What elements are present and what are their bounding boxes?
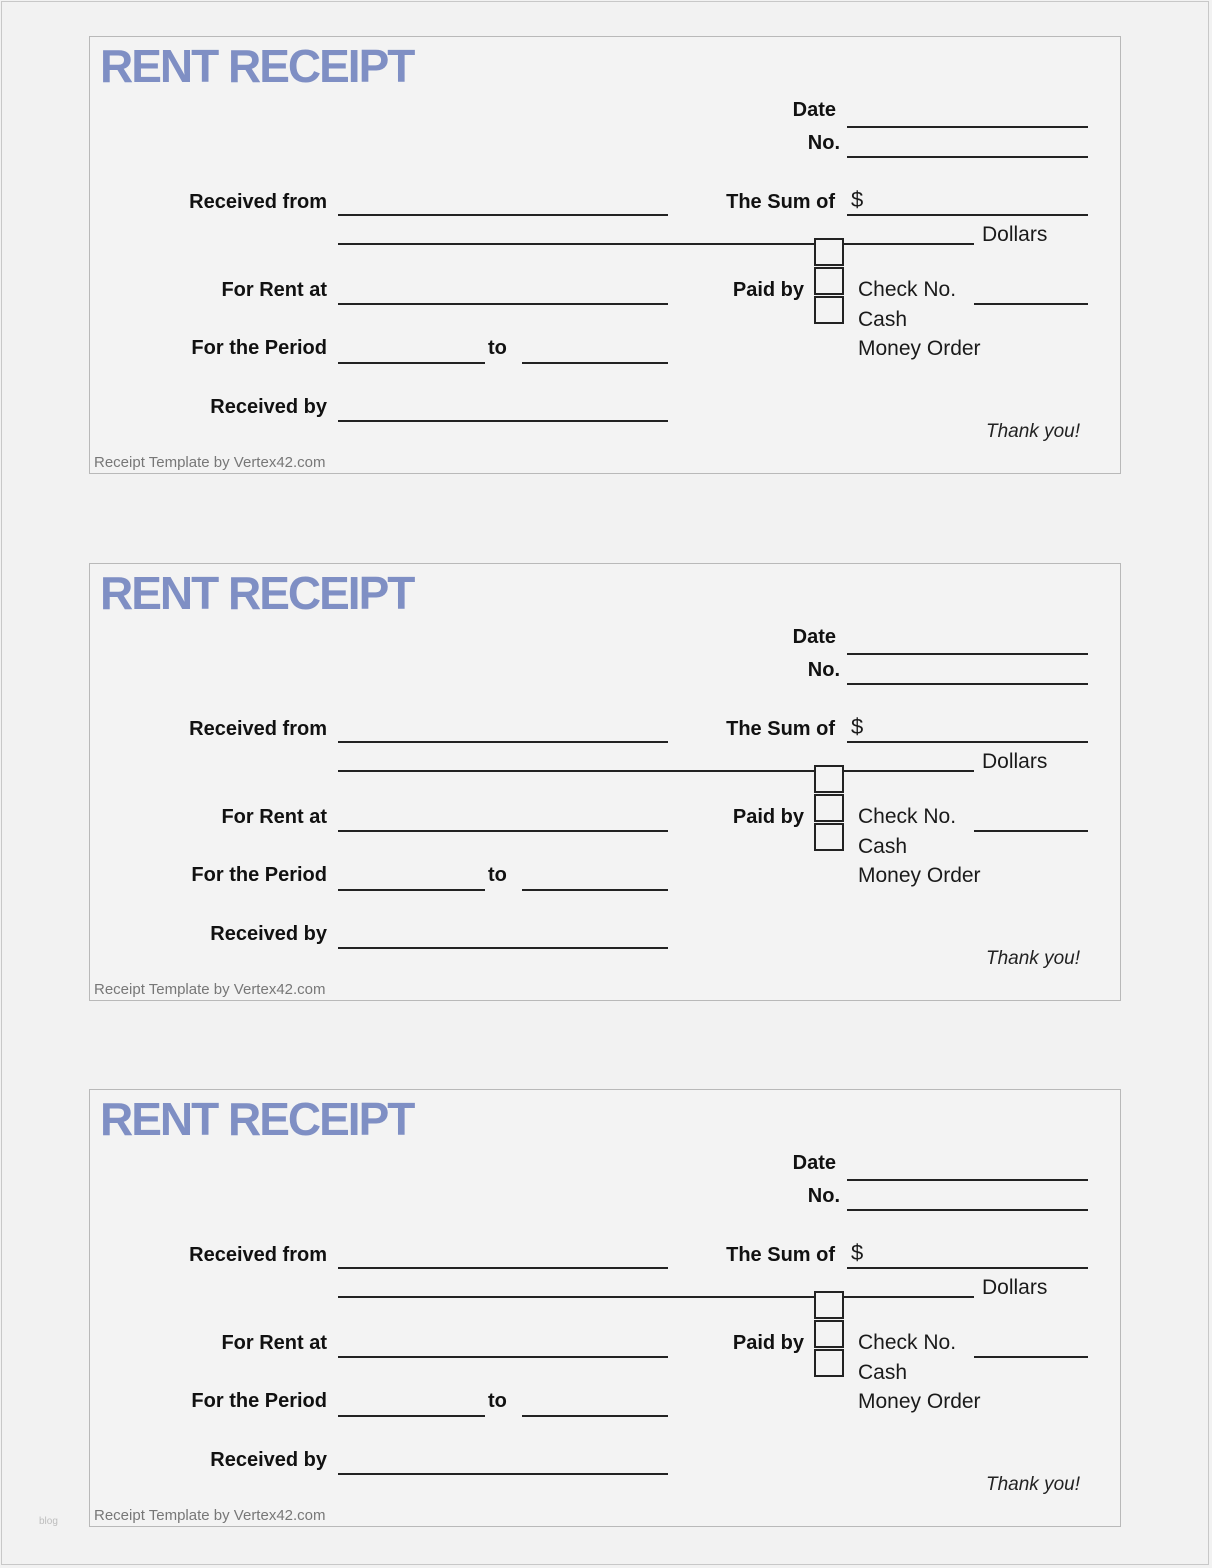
check-checkbox[interactable] [814, 238, 844, 266]
dollars-label: Dollars [982, 1276, 1048, 1299]
check-option-label: Check No. [858, 1331, 957, 1354]
rent-address-field[interactable] [338, 303, 668, 305]
for-rent-at-label: For Rent at [221, 806, 327, 828]
money-order-option-label: Money Order [858, 864, 981, 887]
date-label: Date [792, 626, 836, 648]
template-credit: Receipt Template by Vertex42.com [94, 1507, 326, 1524]
to-label: to [488, 1390, 507, 1412]
receipt-number-field[interactable] [847, 1209, 1088, 1211]
check-option-label: Check No. [858, 278, 957, 301]
sum-field[interactable] [847, 214, 1088, 216]
check-option-label: Check No. [858, 805, 957, 828]
received-from-field[interactable] [338, 214, 668, 216]
period-end-field[interactable] [522, 362, 668, 364]
received-by-field[interactable] [338, 1473, 668, 1475]
paid-by-label: Paid by [732, 279, 804, 301]
receipt-number-field[interactable] [847, 683, 1088, 685]
money-order-checkbox[interactable] [814, 1349, 844, 1377]
template-credit: Receipt Template by Vertex42.com [94, 454, 326, 471]
rent-receipt-3 [89, 1089, 1121, 1527]
received-by-field[interactable] [338, 947, 668, 949]
for-rent-at-label: For Rent at [221, 1332, 327, 1354]
money-order-option-label: Money Order [858, 337, 981, 360]
amount-in-words-field[interactable] [338, 770, 974, 772]
dollars-label: Dollars [982, 750, 1048, 773]
amount-in-words-field[interactable] [338, 243, 974, 245]
for-rent-at-label: For Rent at [221, 279, 327, 301]
receipt-title: RENT RECEIPT [100, 40, 414, 92]
received-by-label: Received by [210, 396, 327, 418]
period-label: For the Period [191, 1390, 327, 1412]
thank-you-text: Thank you! [986, 948, 1080, 969]
sum-field[interactable] [847, 1267, 1088, 1269]
period-start-field[interactable] [338, 1415, 485, 1417]
cash-checkbox[interactable] [814, 267, 844, 295]
period-start-field[interactable] [338, 362, 485, 364]
template-credit: Receipt Template by Vertex42.com [94, 981, 326, 998]
sum-field[interactable] [847, 741, 1088, 743]
rent-receipt-1 [89, 36, 1121, 474]
paid-by-label: Paid by [732, 806, 804, 828]
received-from-field[interactable] [338, 741, 668, 743]
period-start-field[interactable] [338, 889, 485, 891]
receipt-number-field[interactable] [847, 156, 1088, 158]
received-by-label: Received by [210, 1449, 327, 1471]
date-field[interactable] [847, 126, 1088, 128]
period-label: For the Period [191, 337, 327, 359]
date-field[interactable] [847, 1179, 1088, 1181]
received-from-label: Received from [189, 718, 327, 740]
received-by-field[interactable] [338, 420, 668, 422]
money-order-checkbox[interactable] [814, 823, 844, 851]
rent-receipt-2 [89, 563, 1121, 1001]
sum-label: The Sum of [726, 718, 835, 740]
cash-option-label: Cash [858, 835, 908, 858]
date-label: Date [792, 99, 836, 121]
date-label: Date [792, 1152, 836, 1174]
money-order-option-label: Money Order [858, 1390, 981, 1413]
no-label: No. [807, 132, 840, 154]
rent-address-field[interactable] [338, 830, 668, 832]
check-checkbox[interactable] [814, 765, 844, 793]
receipt-title: RENT RECEIPT [100, 567, 414, 619]
period-end-field[interactable] [522, 1415, 668, 1417]
to-label: to [488, 864, 507, 886]
watermark: blog [39, 1516, 58, 1527]
check-number-field[interactable] [974, 1356, 1088, 1358]
cash-option-label: Cash [858, 308, 908, 331]
date-field[interactable] [847, 653, 1088, 655]
dollar-sign: $ [851, 187, 864, 212]
received-from-label: Received from [189, 1244, 327, 1266]
cash-checkbox[interactable] [814, 1320, 844, 1348]
no-label: No. [807, 659, 840, 681]
check-number-field[interactable] [974, 830, 1088, 832]
receipt-title: RENT RECEIPT [100, 1093, 414, 1145]
dollar-sign: $ [851, 1240, 864, 1265]
period-end-field[interactable] [522, 889, 668, 891]
check-checkbox[interactable] [814, 1291, 844, 1319]
paid-by-label: Paid by [732, 1332, 804, 1354]
thank-you-text: Thank you! [986, 1474, 1080, 1495]
rent-address-field[interactable] [338, 1356, 668, 1358]
cash-checkbox[interactable] [814, 794, 844, 822]
sum-label: The Sum of [726, 1244, 835, 1266]
received-by-label: Received by [210, 923, 327, 945]
money-order-checkbox[interactable] [814, 296, 844, 324]
cash-option-label: Cash [858, 1361, 908, 1384]
received-from-field[interactable] [338, 1267, 668, 1269]
to-label: to [488, 337, 507, 359]
thank-you-text: Thank you! [986, 421, 1080, 442]
no-label: No. [807, 1185, 840, 1207]
amount-in-words-field[interactable] [338, 1296, 974, 1298]
dollars-label: Dollars [982, 223, 1048, 246]
check-number-field[interactable] [974, 303, 1088, 305]
period-label: For the Period [191, 864, 327, 886]
received-from-label: Received from [189, 191, 327, 213]
sum-label: The Sum of [726, 191, 835, 213]
dollar-sign: $ [851, 714, 864, 739]
